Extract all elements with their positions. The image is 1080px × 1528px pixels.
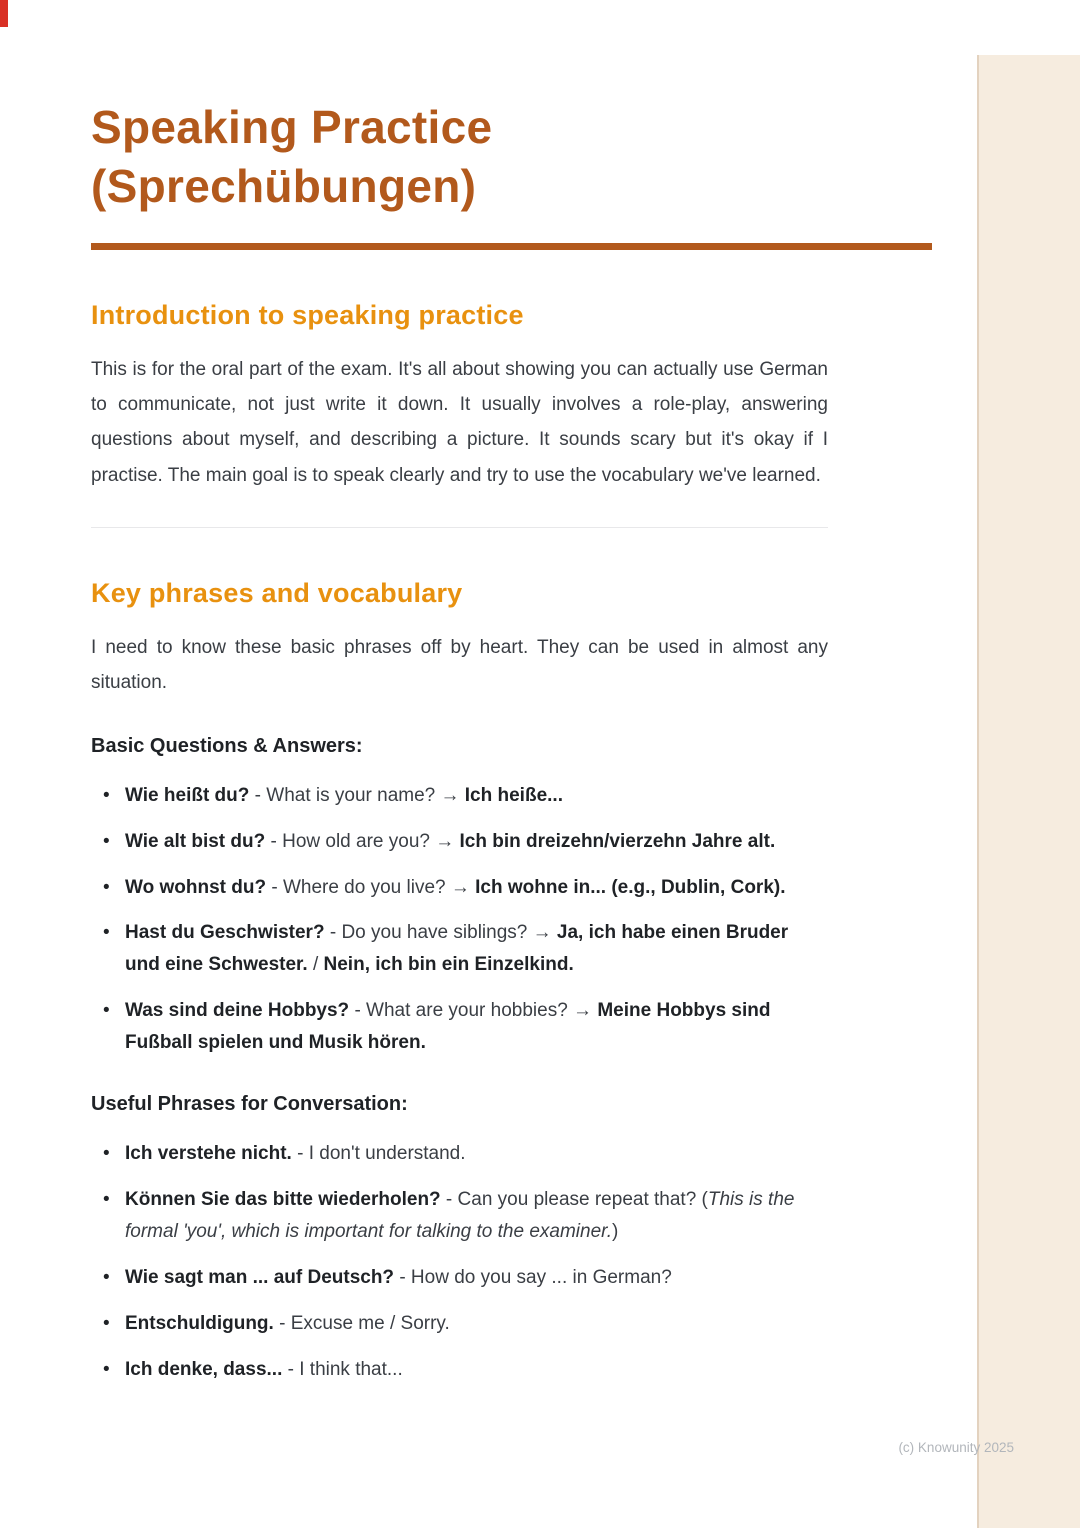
key-phrases-paragraph: I need to know these basic phrases off by heart. They can be used in almost any situation. xyxy=(91,637,828,694)
list-item: • Wie alt bist du? - How old are you? → Ich bin dreizehn/vierzehn Jahre alt. xyxy=(125,826,828,858)
section-divider xyxy=(91,527,828,528)
basic-qa-list xyxy=(91,780,828,1059)
title-rule xyxy=(91,243,932,250)
footer-credit: (c) Knowunity 2025 xyxy=(898,1440,1014,1455)
list-item: • Können Sie das bitte wiederholen? - Can you please repeat that? (This is the formal 'you', which is important for talking to the examiner.) xyxy=(125,1184,828,1248)
corner-accent-mark xyxy=(0,0,8,27)
introduction-paragraph: This is for the oral part of the exam. It's all about showing you can actually use German to communicate, not just write it down. It usually involves a role-play, answering questions about myself, and describing a picture. It sounds scary but it's okay if I practise. The main goal is to speak clearly and try to use the vocabulary we've learned. xyxy=(91,358,828,486)
document-page xyxy=(91,0,828,1400)
page-side-strip xyxy=(977,55,1080,1528)
list-item: • Wie sagt man ... auf Deutsch? - How do you say ... in German? xyxy=(125,1262,828,1294)
list-item: • Hast du Geschwister? - Do you have siblings? → Ja, ich habe einen Bruder und eine Schwester. / Nein, ich bin ein Einzelkind. xyxy=(125,917,828,981)
page-title-line-1: Speaking Practice xyxy=(91,101,493,153)
list-item: • Wo wohnst du? - Where do you live? → Ich wohne in... (e.g., Dublin, Cork). xyxy=(125,872,828,904)
list-item: • Wie heißt du? - What is your name? → Ich heiße... xyxy=(125,780,828,812)
page-title xyxy=(91,98,828,216)
list-item: • Ich denke, dass... - I think that... xyxy=(125,1354,828,1386)
useful-phrases-label: Useful Phrases for Conversation: xyxy=(91,1093,408,1116)
section-heading-introduction: Introduction to speaking practice xyxy=(91,299,524,330)
list-item: • Entschuldigung. - Excuse me / Sorry. xyxy=(125,1308,828,1340)
useful-phrases-list xyxy=(91,1138,828,1385)
list-item: • Was sind deine Hobbys? - What are your hobbies? → Meine Hobbys sind Fußball spielen und Musik hören. xyxy=(125,995,828,1059)
section-heading-key-phrases: Key phrases and vocabulary xyxy=(91,578,463,609)
basic-qa-label: Basic Questions & Answers: xyxy=(91,734,363,757)
list-item: • Ich verstehe nicht. - I don't understand. xyxy=(125,1138,828,1170)
page-title-line-2: (Sprechübungen) xyxy=(91,159,477,212)
